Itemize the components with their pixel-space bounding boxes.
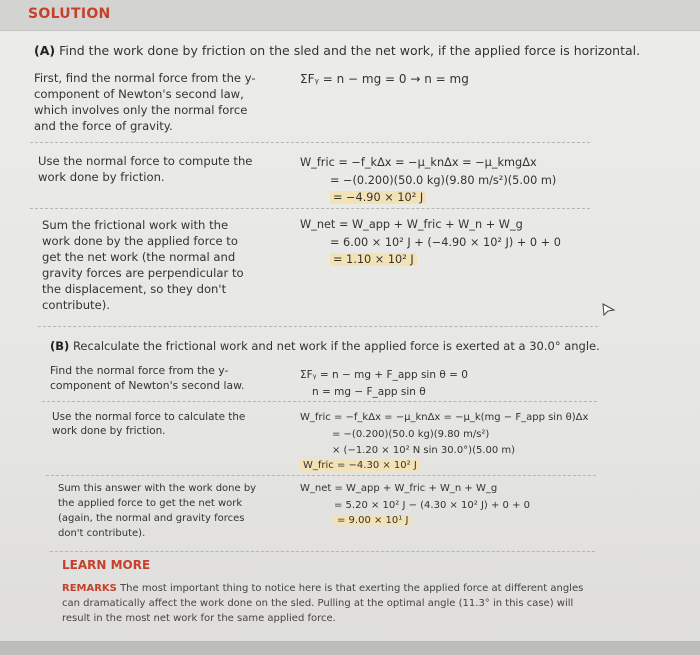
part-a-step1-eq1: ΣFᵧ = n − mg = 0 → n = mg [300,72,469,86]
part-b-step2-eq2: = −(0.200)(50.0 kg)(9.80 m/s²) [332,429,490,440]
divider [42,401,597,402]
part-a-text: Find the work done by friction on the sled and the net work, if the applied force is horizontal. [59,43,641,58]
part-b-step3-eq1: W_net = W_app + W_fric + W_n + W_g [300,483,498,494]
mouse-pointer-icon [600,301,616,317]
part-b-fric-work-result [300,460,420,471]
solution-title: SOLUTION [28,6,111,22]
learn-more-title: LEARN MORE [62,558,151,572]
part-b-step2-desc: Use the normal force to calculate the work done by friction. [52,411,246,437]
part-a-fric-work-result: = −4.90 × 10² J [330,191,426,204]
part-a-step2-desc: Use the normal force to compute the work done by friction. [38,154,253,184]
part-b-step2-eq3: × (−1.20 × 10² N sin 30.0°)(5.00 m) [332,445,516,456]
part-a-step3-eq1: W_net = W_app + W_fric + W_n + W_g [300,218,523,231]
part-b-step1-eq2: n = mg − F_app sin θ [312,386,426,398]
divider [50,551,595,552]
part-b-heading [50,339,600,353]
part-a-label: (A) [34,43,56,58]
divider [30,142,590,143]
divider [38,326,598,327]
part-b-text: Recalculate the frictional work and net work if the applied force is exerted at a 30.0° angle. [72,339,600,353]
part-b-step1-eq1: ΣFᵧ = n − mg + F_app sin θ = 0 [300,369,468,381]
part-b-step3-desc: Sum this answer with the work done by the applied force to get the net work (again, the normal and gravity forces don't contribute). [58,483,257,539]
part-a-step2-eq1: W_fric = −f_kΔx = −μ_knΔx = −μ_kmgΔx [300,156,537,169]
part-a-heading [34,43,640,58]
part-b-label: (B) [50,339,70,353]
remarks-text: The most important thing to notice here is that exerting the applied force at different angles can dramatically affect the work done on the sled. Pulling at the optimal angle (11.3° in this case) will result in the most net work for the same applied force. [62,583,584,624]
part-b-step1-desc: Find the normal force from the y-component of Newton's second law. [50,364,245,392]
part-a-step3-desc: Sum the frictional work with the work done by the applied force to get the net work (the normal and gravity forces are perpendicular to the displacement, so they don't contribute). [42,218,244,312]
highlight: W_fric = −4.30 × 10² J [300,460,420,471]
remarks-paragraph [62,581,587,626]
screen-bottom-edge [0,641,700,655]
part-a-net-work-result: = 1.10 × 10² J [330,253,417,266]
part-a-step3-eq2: = 6.00 × 10² J + (−4.90 × 10² J) + 0 + 0 [330,236,561,249]
part-b-step3-eq2: = 5.20 × 10² J − (4.30 × 10² J) + 0 + 0 [334,500,531,511]
solution-header [0,0,700,31]
part-a-step2-eq2: = −(0.200)(50.0 kg)(9.80 m/s²)(5.00 m) [330,174,557,187]
divider [46,475,596,476]
part-b-net-work-result: = 9.00 × 10¹ J [334,515,411,526]
part-a-step1-desc: First, find the normal force from the y-component of Newton's second law, which involves only the normal force and the force of gravity. [34,71,256,133]
part-b-step2-eq1: W_fric = −f_kΔx = −μ_knΔx = −μ_k(mg − F_app sin θ)Δx [300,412,589,423]
divider [30,208,590,209]
remarks-label: REMARKS [62,583,117,594]
